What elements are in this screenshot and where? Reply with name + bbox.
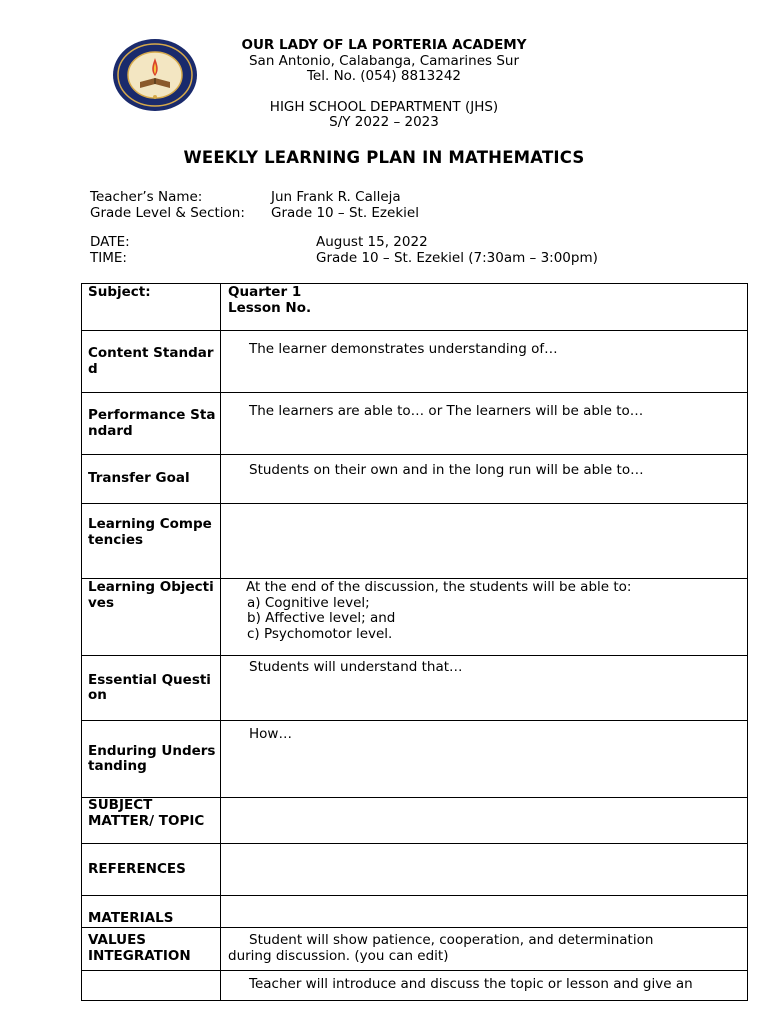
materials-label: MATERIALS bbox=[82, 896, 221, 928]
subject-matter-value bbox=[221, 798, 748, 844]
row-content-standard bbox=[82, 331, 748, 393]
school-name: OUR LADY OF LA PORTERIA ACADEMY bbox=[241, 37, 527, 53]
procedure-label bbox=[82, 971, 221, 1001]
procedure-text: Teacher will introduce and discuss the topic or lesson and give an bbox=[249, 976, 693, 992]
essential-question-text: Students will understand that… bbox=[249, 659, 463, 675]
essential-question-label: Essential Question bbox=[82, 656, 221, 721]
content-standard-text: The learner demonstrates understanding of… bbox=[249, 341, 558, 357]
row-procedure bbox=[82, 971, 748, 1001]
objective-item: a) Cognitive level; bbox=[247, 594, 370, 611]
date-label: DATE: bbox=[90, 234, 130, 250]
objectives-cell bbox=[221, 579, 748, 656]
teacher-name-label: Teacher’s Name: bbox=[90, 189, 203, 205]
competencies-value bbox=[221, 504, 748, 579]
row-materials bbox=[82, 896, 748, 928]
department: HIGH SCHOOL DEPARTMENT (JHS) bbox=[269, 98, 499, 115]
row-transfer-goal bbox=[82, 455, 748, 504]
row-performance-standard bbox=[82, 393, 748, 455]
grade-label: Grade Level & Section: bbox=[90, 205, 245, 221]
objectives-label: Learning Objectives bbox=[82, 579, 221, 656]
subject-matter-label: SUBJECT MATTER/ TOPIC bbox=[82, 798, 221, 844]
enduring-understanding-text: How… bbox=[249, 726, 292, 742]
enduring-understanding-label: Enduring Understanding bbox=[82, 721, 221, 798]
row-objectives bbox=[82, 579, 748, 656]
time-value: Grade 10 – St. Ezekiel (7:30am – 3:00pm) bbox=[316, 250, 598, 266]
performance-standard-text: The learners are able to… or The learners will be able to… bbox=[249, 403, 644, 419]
row-subject-matter bbox=[82, 798, 748, 844]
objective-item: b) Affective level; and bbox=[247, 610, 396, 626]
objectives-list bbox=[228, 596, 741, 643]
grade-value: Grade 10 – St. Ezekiel bbox=[271, 205, 419, 221]
time-label: TIME: bbox=[90, 250, 127, 266]
learning-plan-table bbox=[81, 283, 748, 1001]
subject-label: Subject: bbox=[82, 284, 221, 331]
row-enduring-understanding bbox=[82, 721, 748, 798]
objectives-intro: At the end of the discussion, the students will be able to: bbox=[246, 579, 632, 595]
values-text-2: during discussion. (you can edit) bbox=[228, 947, 449, 964]
row-references bbox=[82, 844, 748, 896]
quarter-lesson-cell bbox=[221, 284, 748, 331]
document-title: WEEKLY LEARNING PLAN IN MATHEMATICS bbox=[183, 148, 585, 167]
transfer-goal-label: Transfer Goal bbox=[82, 455, 221, 504]
references-value bbox=[221, 844, 748, 896]
row-subject bbox=[82, 284, 748, 331]
values-text-1: Student will show patience, cooperation, and determination bbox=[249, 932, 654, 948]
date-value: August 15, 2022 bbox=[316, 234, 428, 250]
row-essential-question bbox=[82, 656, 748, 721]
teacher-name-value: Jun Frank R. Calleja bbox=[271, 189, 401, 205]
school-address: San Antonio, Calabanga, Camarines Sur bbox=[248, 52, 519, 69]
competencies-label: Learning Competencies bbox=[82, 504, 221, 579]
values-integration-label: VALUES INTEGRATION bbox=[82, 928, 221, 971]
materials-value bbox=[221, 896, 748, 928]
performance-standard-label: Performance Standard bbox=[82, 393, 221, 455]
school-year: S/Y 2022 – 2023 bbox=[329, 114, 439, 130]
references-label: REFERENCES bbox=[82, 844, 221, 896]
objective-item: c) Psychomotor level. bbox=[247, 625, 393, 642]
school-tel: Tel. No. (054) 8813242 bbox=[306, 68, 461, 84]
transfer-goal-text: Students on their own and in the long run will be able to… bbox=[249, 462, 644, 478]
row-competencies bbox=[82, 504, 748, 579]
lesson-no-text: Lesson No. bbox=[228, 299, 312, 316]
quarter-text: Quarter 1 bbox=[228, 284, 302, 300]
row-values-integration bbox=[82, 928, 748, 971]
values-cell bbox=[221, 928, 748, 971]
content-standard-label: Content Standard bbox=[82, 331, 221, 393]
